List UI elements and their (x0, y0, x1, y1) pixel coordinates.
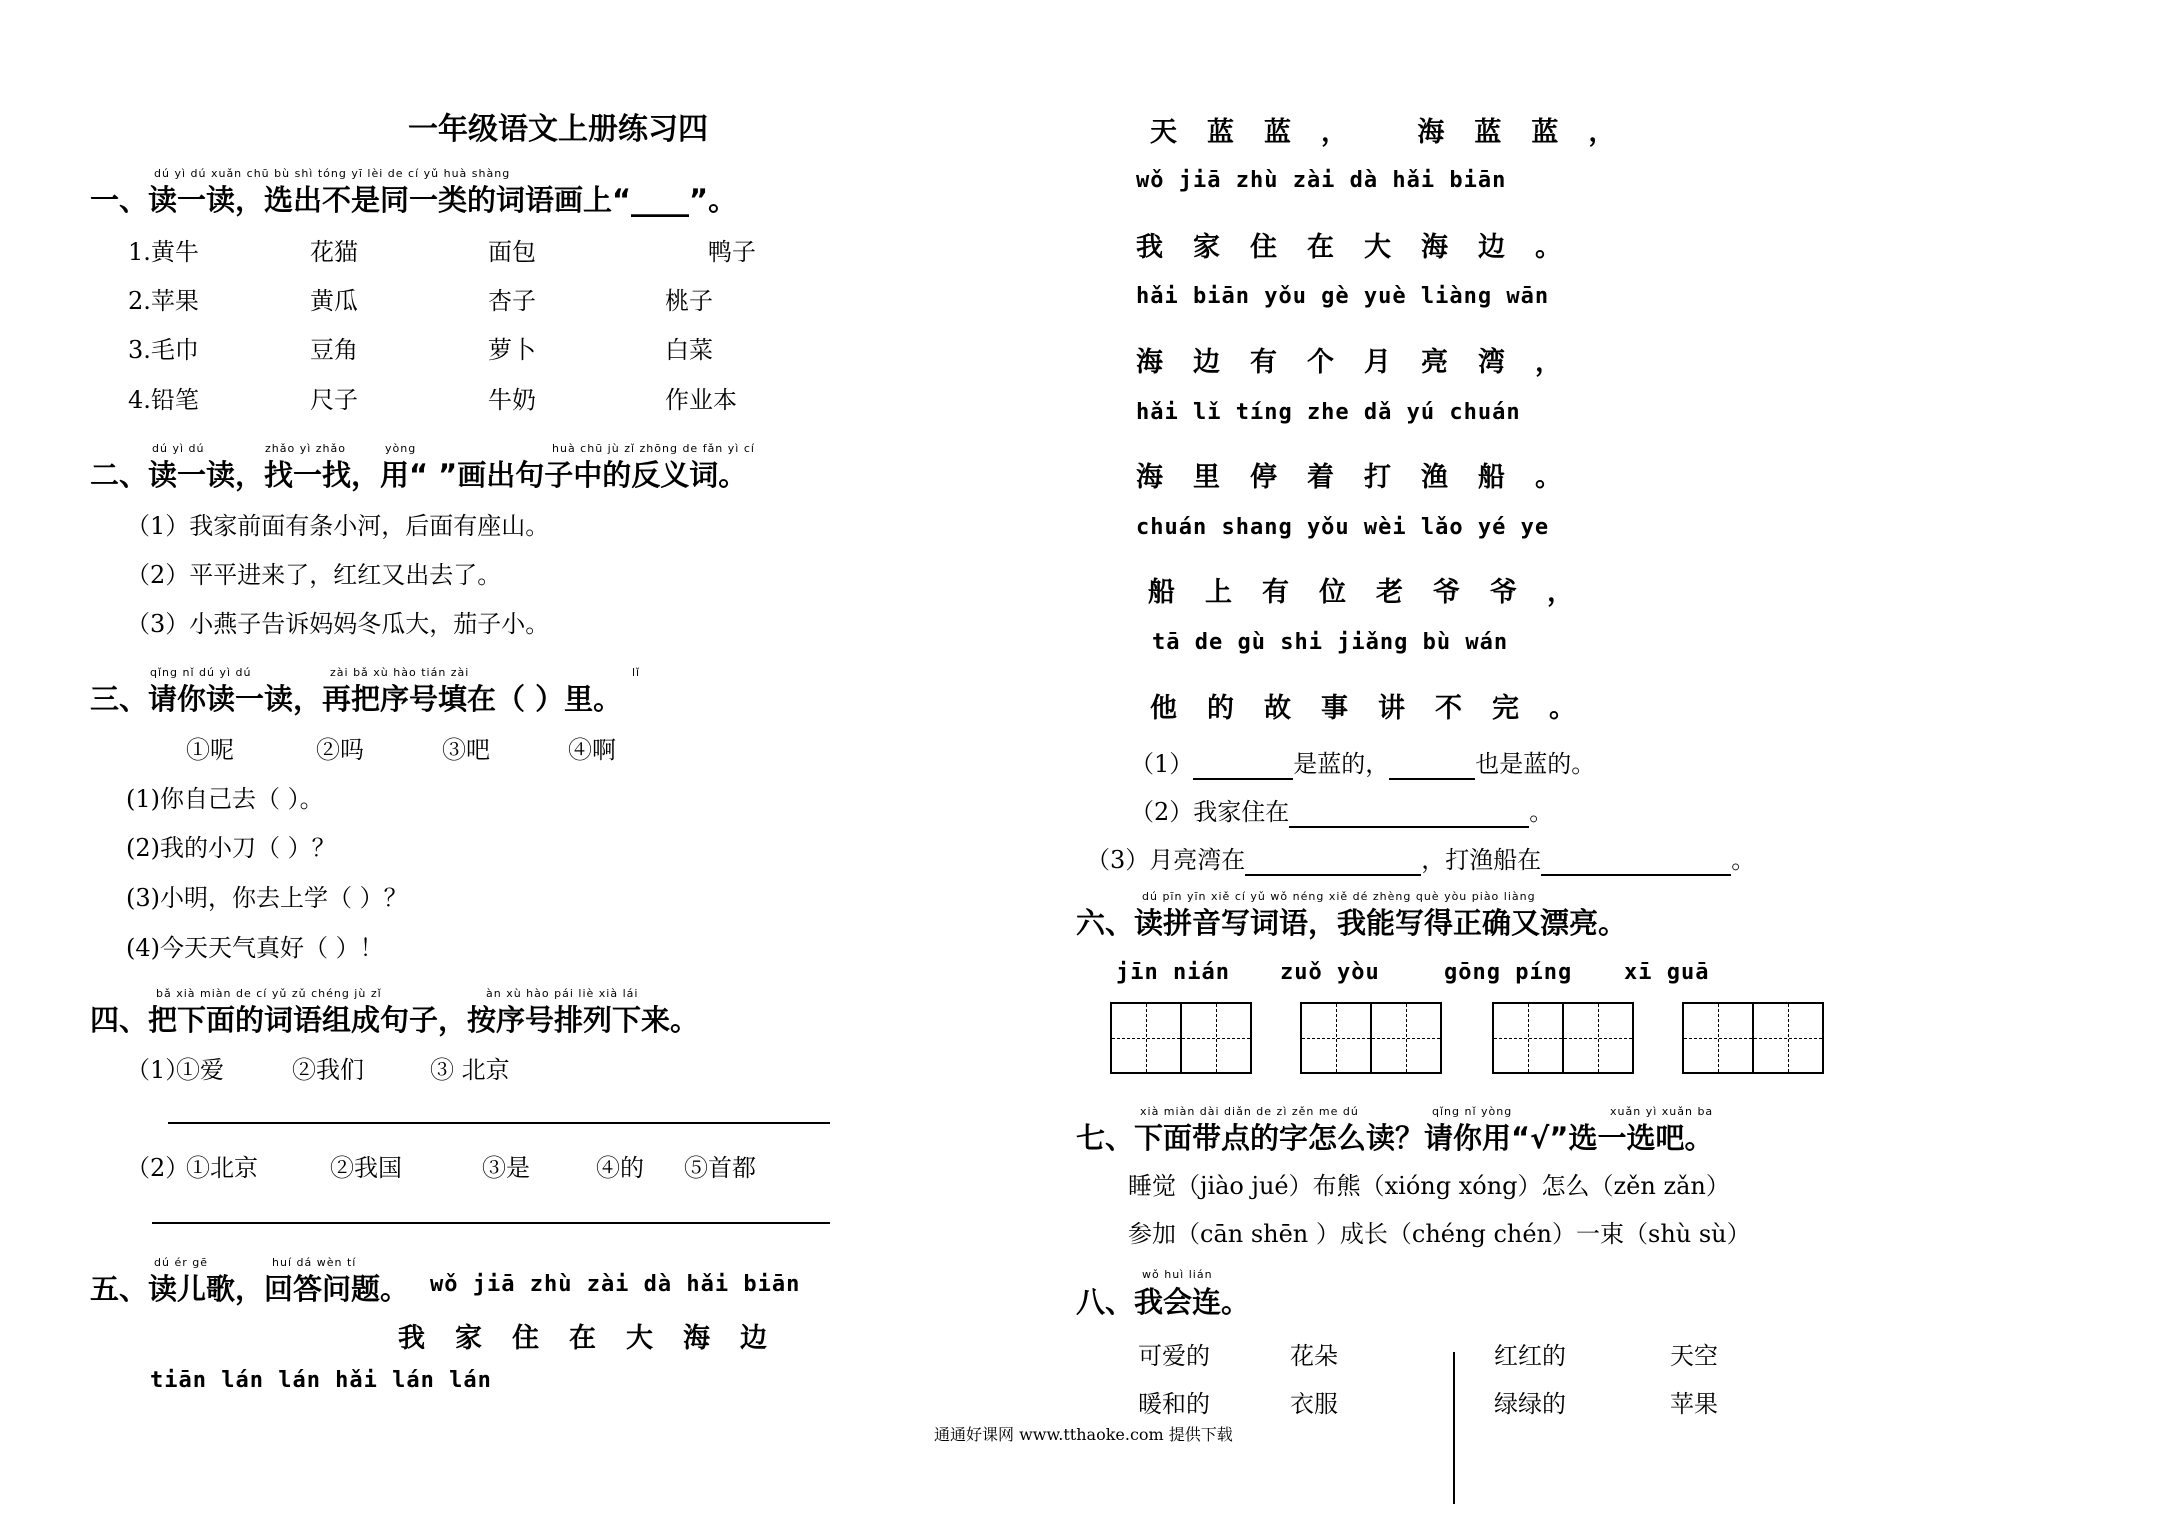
s7-heading: 七、下面带点的字怎么读？请你用“√”选一选吧。 (1076, 1121, 1714, 1155)
s8-pinyin: wǒ huì lián (1142, 1268, 1213, 1281)
writing-cell[interactable] (1110, 1002, 1182, 1074)
s5-q3 (1086, 840, 1755, 876)
footer-credit: 通通好课网 www.tthaoke.com 提供下载 (934, 1425, 1233, 1444)
s4-word: ④的 (596, 1154, 644, 1182)
poem-line: 船上有位老爷爷， (1148, 577, 1604, 608)
s5-q1-label: （1） (1130, 750, 1194, 778)
s5-q3-text: 。 (1731, 846, 1756, 874)
s1-word: 牛奶 (488, 386, 536, 414)
s1-word: 面包 (488, 238, 536, 266)
s4-answer-line[interactable] (152, 1222, 830, 1224)
s4-word: ①爱 (176, 1056, 224, 1084)
s6-word-pinyin: xī guā (1624, 960, 1710, 985)
s8-word[interactable]: 苹果 (1670, 1390, 1718, 1418)
s3-item: (4)今天天气真好（ ）！ (126, 934, 384, 962)
s5-q3-label: （3）月亮湾在 (1086, 846, 1246, 874)
s5-q1-text: 也是蓝的。 (1475, 750, 1596, 778)
s8-heading: 八、我会连。 (1076, 1285, 1251, 1319)
writing-cell[interactable] (1752, 1002, 1824, 1074)
writing-cell[interactable] (1300, 1002, 1372, 1074)
s1-word: 作业本 (665, 386, 737, 414)
s1-word: 4.铅笔 (128, 386, 199, 414)
s4-heading: 四、把下面的词语组成句子，按序号排列下来。 (90, 1003, 700, 1037)
s3-option: ①呢 (186, 736, 234, 764)
s5-q2-label: （2）我家住在 (1130, 798, 1290, 826)
s5-q1-blank[interactable] (1193, 750, 1293, 780)
s3-pinyin: lǐ (632, 666, 641, 679)
writing-cell[interactable] (1682, 1002, 1754, 1074)
s1-word: 黄瓜 (310, 287, 358, 315)
s2-pinyin: yòng (385, 442, 417, 455)
poem-line: 我家住在大海边。 (1136, 232, 1592, 263)
writing-cell[interactable] (1180, 1002, 1252, 1074)
s6-pinyin: dú pīn yīn xiě cí yǔ wǒ néng xiě dé zhèng què yòu piào liàng (1142, 890, 1536, 903)
poem-line: 我家住在大海边 (398, 1323, 797, 1354)
s3-option: ③吧 (442, 736, 490, 764)
s5-q2-text: 。 (1529, 798, 1554, 826)
s3-item: (3)小明，你去上学（ ）？ (126, 884, 408, 912)
s1-pinyin: dú yì dú xuǎn chū bù shì tóng yī lèi de cí yǔ huà shàng (154, 167, 511, 180)
s1-word: 桃子 (665, 287, 713, 315)
s3-pinyin: qǐng nǐ dú yì dú (150, 666, 252, 679)
s5-q1-blank[interactable] (1389, 750, 1475, 780)
s5-pinyin: huí dá wèn tí (272, 1256, 357, 1269)
s4-word: ②我国 (330, 1154, 402, 1182)
s5-pinyin: dú ér gē (154, 1256, 208, 1269)
writing-cell[interactable] (1562, 1002, 1634, 1074)
poem-pinyin: wǒ jiā zhù zài dà hǎi biān (1136, 168, 1507, 193)
s7-line: 参加（cān shēn ）成长（chéng chén）一束（shù sù） (1128, 1220, 1751, 1248)
s1-word: 萝卜 (488, 336, 536, 364)
s3-item: (1)你自己去（ ）。 (126, 785, 324, 813)
page-title: 一年级语文上册练习四 (408, 112, 708, 147)
poem-line: 天蓝蓝， 海蓝蓝， (1150, 117, 1646, 148)
s8-word[interactable]: 天空 (1670, 1342, 1718, 1370)
writing-cell[interactable] (1492, 1002, 1564, 1074)
s6-word-pinyin: jīn nián (1116, 960, 1230, 985)
s4-q1-label: （1） (126, 1056, 190, 1084)
s7-pinyin: xuǎn yì xuǎn ba (1610, 1105, 1714, 1118)
poem-line: 他的故事讲不完。 (1150, 693, 1606, 724)
s6-word-pinyin: zuǒ yòu (1280, 960, 1380, 985)
s3-option: ④啊 (568, 736, 616, 764)
s1-word: 鸭子 (708, 238, 756, 266)
s7-line: 睡觉（jiào jué）布熊（xióng xóng）怎么（zěn zǎn） (1128, 1172, 1730, 1200)
s3-pinyin: zài bǎ xù hào tián zài (330, 666, 470, 679)
column-divider (1453, 1352, 1455, 1504)
poem-pinyin: hǎi lǐ tíng zhe dǎ yú chuán (1136, 400, 1521, 425)
s7-pinyin: qǐng nǐ yòng (1432, 1105, 1513, 1118)
s6-heading: 六、读拼音写词语，我能写得正确又漂亮。 (1076, 906, 1628, 940)
s2-item: （1）我家前面有条小河，后面有座山。 (126, 512, 550, 540)
s8-word[interactable]: 可爱的 (1138, 1342, 1210, 1370)
s6-word-pinyin: gōng píng (1444, 960, 1573, 985)
writing-cell[interactable] (1370, 1002, 1442, 1074)
s4-word: ⑤首都 (684, 1154, 756, 1182)
s8-word[interactable]: 花朵 (1290, 1342, 1338, 1370)
s4-word: ①北京 (186, 1154, 258, 1182)
s1-word: 3.毛巾 (128, 336, 199, 364)
s5-q3-text: ，打渔船在 (1421, 846, 1542, 874)
poem-pinyin: tiān lán lán hǎi lán lán (150, 1368, 492, 1393)
s5-q3-blank[interactable] (1245, 846, 1421, 876)
s5-q1 (1130, 744, 1595, 780)
s5-heading: 五、读儿歌，回答问题。 (90, 1272, 410, 1306)
s2-item: （3）小燕子告诉妈妈冬瓜大，茄子小。 (126, 610, 550, 638)
poem-line: 海里停着打渔船。 (1136, 462, 1592, 493)
s4-q2-label: （2） (126, 1154, 190, 1182)
poem-pinyin: hǎi biān yǒu gè yuè liàng wān (1136, 284, 1550, 309)
s3-item: (2)我的小刀（ ）？ (126, 834, 336, 862)
s5-q2-blank[interactable] (1289, 798, 1529, 828)
s2-pinyin: huà chū jù zǐ zhōng de fǎn yì cí (552, 442, 755, 455)
poem-pinyin: tā de gù shi jiǎng bù wán (1152, 630, 1509, 655)
s1-heading: 一、读一读，选出不是同一类的词语画上“____”。 (90, 183, 738, 217)
s4-word: ③是 (482, 1154, 530, 1182)
s4-word: ②我们 (292, 1056, 364, 1084)
s4-answer-line[interactable] (168, 1122, 830, 1124)
s8-word[interactable]: 绿绿的 (1494, 1390, 1566, 1418)
s2-pinyin: zhǎo yì zhǎo (265, 442, 346, 455)
s4-pinyin: àn xù hào pái liè xià lái (486, 987, 639, 1000)
s5-q1-text: 是蓝的， (1293, 750, 1390, 778)
s1-word: 花猫 (310, 238, 358, 266)
poem-pinyin: chuán shang yǒu wèi lǎo yé ye (1136, 515, 1550, 540)
s3-heading: 三、请你读一读，再把序号填在（ ）里。 (90, 682, 623, 716)
s1-word: 杏子 (488, 287, 536, 315)
s2-item: （2）平平进来了，红红又出去了。 (126, 561, 502, 589)
s4-pinyin: bǎ xià miàn de cí yǔ zǔ chéng jù zǐ (156, 987, 382, 1000)
s1-word: 豆角 (310, 336, 358, 364)
s1-word: 2.苹果 (128, 287, 199, 315)
s4-word: ③ 北京 (430, 1056, 510, 1084)
s1-word: 1.黄牛 (128, 238, 199, 266)
s8-word[interactable]: 衣服 (1290, 1390, 1338, 1418)
s1-word: 尺子 (310, 386, 358, 414)
s8-word[interactable]: 暖和的 (1138, 1390, 1210, 1418)
s5-q2 (1130, 792, 1553, 828)
s3-option: ②吗 (316, 736, 364, 764)
s1-word: 白菜 (665, 336, 713, 364)
s2-pinyin: dú yì dú (152, 442, 205, 455)
s5-q3-blank[interactable] (1541, 846, 1731, 876)
poem-pinyin: wǒ jiā zhù zài dà hǎi biān (430, 1272, 801, 1297)
s2-heading: 二、读一读，找一找，用“ ”画出句子中的反义词。 (90, 458, 748, 492)
s7-pinyin: xià miàn dài diǎn de zì zěn me dú (1140, 1105, 1359, 1118)
s8-word[interactable]: 红红的 (1494, 1342, 1566, 1370)
poem-line: 海边有个月亮湾， (1136, 347, 1592, 378)
